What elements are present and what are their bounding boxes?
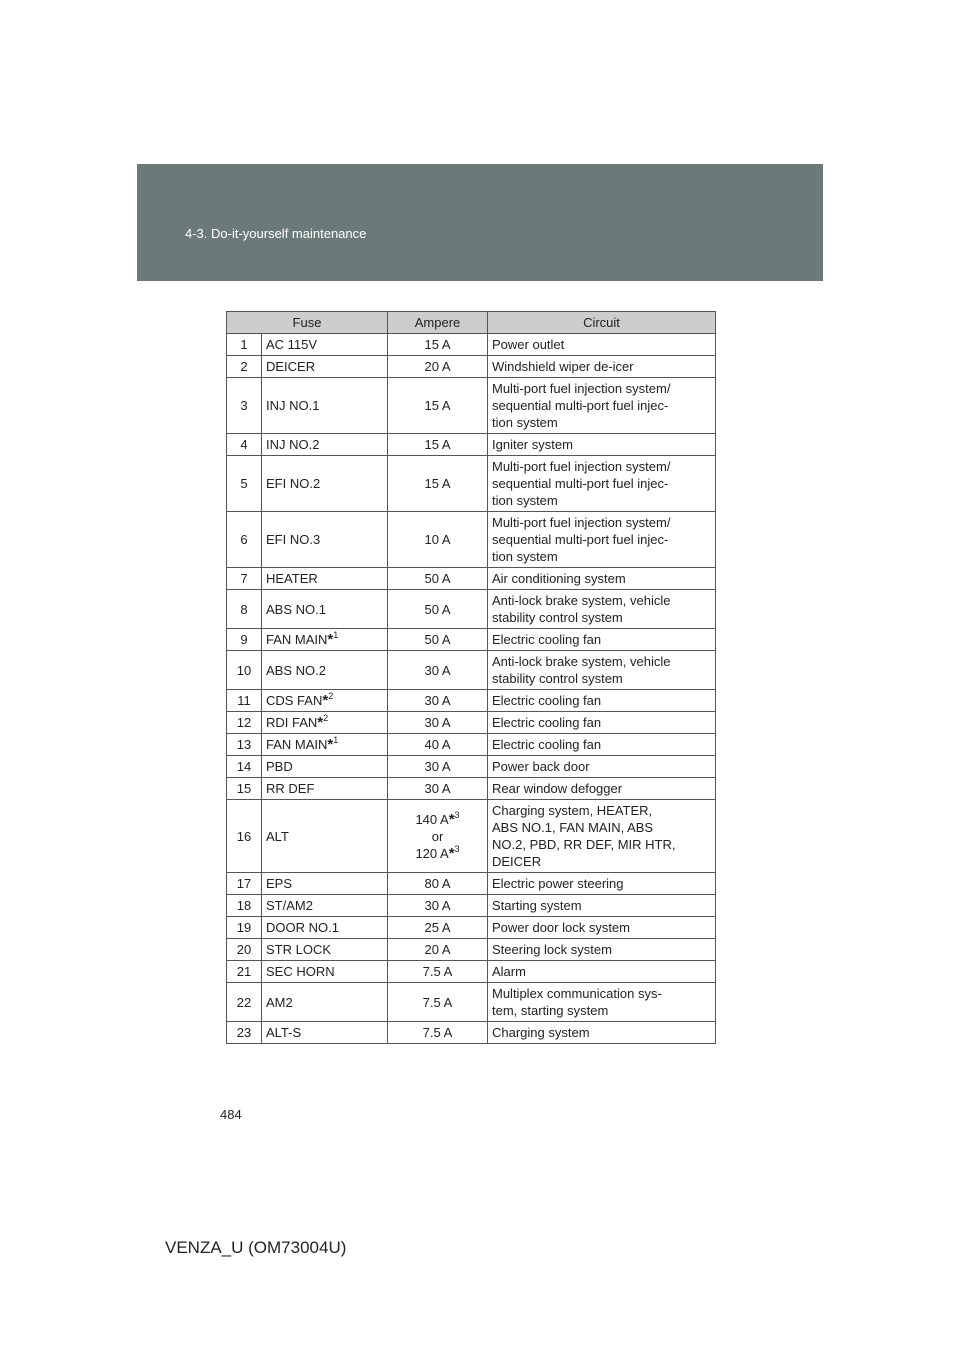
fuse-ampere: 30 A	[388, 651, 488, 690]
section-title: 4-3. Do-it-yourself maintenance	[185, 226, 367, 241]
fuse-ampere: 15 A	[388, 456, 488, 512]
footnote-number: 3	[454, 809, 460, 820]
table-row	[227, 961, 716, 983]
table-row	[227, 939, 716, 961]
fuse-number: 14	[227, 756, 262, 778]
page-number: 484	[220, 1107, 242, 1122]
fuse-ampere: 7.5 A	[388, 983, 488, 1022]
fuse-circuit: Electric power steering	[488, 873, 716, 895]
fuse-number: 22	[227, 983, 262, 1022]
fuse-circuit: Power door lock system	[488, 917, 716, 939]
fuse-name	[262, 800, 388, 873]
table-row	[227, 712, 716, 734]
table-row	[227, 590, 716, 629]
fuse-circuit: Multiplex communication sys- tem, starting system	[488, 983, 716, 1022]
table-row	[227, 873, 716, 895]
fuse-circuit: Igniter system	[488, 434, 716, 456]
table-row	[227, 895, 716, 917]
fuse-name	[262, 873, 388, 895]
table-row	[227, 356, 716, 378]
fuse-number: 4	[227, 434, 262, 456]
fuse-ampere: 80 A	[388, 873, 488, 895]
fuse-name-text: EPS	[266, 876, 293, 891]
fuse-circuit: Electric cooling fan	[488, 712, 716, 734]
table-row	[227, 690, 716, 712]
fuse-name	[262, 434, 388, 456]
fuse-name-text: INJ NO.1	[266, 398, 320, 413]
fuse-ampere: 50 A	[388, 629, 488, 651]
fuse-number: 7	[227, 568, 262, 590]
table-row	[227, 917, 716, 939]
fuse-name-text: HEATER	[266, 571, 318, 586]
fuse-name-text: ABS NO.1	[266, 601, 326, 617]
fuse-name-text: EFI NO.3	[266, 532, 321, 547]
table-row	[227, 568, 716, 590]
ampere-option	[392, 845, 483, 862]
table-row	[227, 734, 716, 756]
fuse-number: 8	[227, 590, 262, 629]
fuse-number: 10	[227, 651, 262, 690]
fuse-table-body	[227, 334, 716, 1044]
fuse-name-text: STR LOCK	[266, 942, 332, 957]
fuse-circuit: Air conditioning system	[488, 568, 716, 590]
table-row	[227, 629, 716, 651]
footnote-asterisk: *	[327, 736, 334, 753]
fuse-name-text: ALT	[266, 828, 289, 844]
fuse-circuit: Electric cooling fan	[488, 734, 716, 756]
fuse-name	[262, 895, 388, 917]
table-row	[227, 378, 716, 434]
fuse-name-text: ST/AM2	[266, 898, 313, 913]
footnote-asterisk: *	[448, 810, 455, 828]
fuse-number: 1	[227, 334, 262, 356]
fuse-number: 18	[227, 895, 262, 917]
fuse-circuit: Multi-port fuel injection system/ sequential multi-port fuel injec- tion system	[488, 378, 716, 434]
footnote-number: 2	[323, 713, 329, 723]
column-header-fuse: Fuse	[227, 312, 388, 334]
footnote-number: 1	[333, 735, 339, 745]
fuse-name	[262, 917, 388, 939]
footnote-asterisk: *	[322, 692, 329, 709]
fuse-name	[262, 512, 388, 568]
fuse-ampere: 15 A	[388, 378, 488, 434]
fuse-name-text: FAN MAIN	[266, 737, 328, 752]
fuse-table	[226, 311, 716, 1044]
fuse-name	[262, 756, 388, 778]
fuse-number: 17	[227, 873, 262, 895]
document-id: VENZA_U (OM73004U)	[165, 1238, 347, 1257]
fuse-ampere: 40 A	[388, 734, 488, 756]
fuse-circuit: Electric cooling fan	[488, 629, 716, 651]
fuse-ampere: 30 A	[388, 712, 488, 734]
fuse-name-text: ALT-S	[266, 1025, 302, 1040]
fuse-name-text: PBD	[266, 759, 293, 774]
fuse-ampere: 25 A	[388, 917, 488, 939]
fuse-circuit: Power outlet	[488, 334, 716, 356]
fuse-number: 20	[227, 939, 262, 961]
fuse-name	[262, 456, 388, 512]
fuse-number: 12	[227, 712, 262, 734]
fuse-name	[262, 378, 388, 434]
fuse-name	[262, 1022, 388, 1044]
fuse-number: 19	[227, 917, 262, 939]
fuse-number: 21	[227, 961, 262, 983]
fuse-name-text: AC 115V	[266, 337, 318, 352]
column-header-ampere: Ampere	[388, 312, 488, 334]
fuse-name-text: RDI FAN	[266, 715, 318, 730]
fuse-circuit: Anti-lock brake system, vehicle stability control system	[488, 651, 716, 690]
footnote-asterisk: *	[327, 631, 334, 648]
fuse-circuit: Multi-port fuel injection system/ sequential multi-port fuel injec- tion system	[488, 456, 716, 512]
fuse-name	[262, 778, 388, 800]
fuse-circuit: Multi-port fuel injection system/ sequential multi-port fuel injec- tion system	[488, 512, 716, 568]
fuse-name	[262, 690, 388, 712]
column-header-circuit: Circuit	[488, 312, 716, 334]
fuse-ampere: 10 A	[388, 512, 488, 568]
fuse-number: 15	[227, 778, 262, 800]
fuse-name	[262, 712, 388, 734]
fuse-name-text: CDS FAN	[266, 693, 323, 708]
fuse-name-text: EFI NO.2	[266, 476, 321, 491]
ampere-or: or	[431, 828, 444, 844]
table-row	[227, 800, 716, 873]
table-row	[227, 334, 716, 356]
ampere-value: 120 A	[415, 845, 449, 861]
fuse-name	[262, 734, 388, 756]
fuse-name	[262, 983, 388, 1022]
section-header-band	[137, 164, 823, 281]
table-row	[227, 512, 716, 568]
fuse-number: 13	[227, 734, 262, 756]
fuse-circuit: Charging system, HEATER, ABS NO.1, FAN MAIN, ABS NO.2, PBD, RR DEF, MIR HTR, DEICER	[488, 800, 716, 873]
fuse-number: 16	[227, 800, 262, 873]
fuse-name	[262, 939, 388, 961]
table-row	[227, 651, 716, 690]
fuse-ampere: 30 A	[388, 778, 488, 800]
fuse-ampere: 30 A	[388, 895, 488, 917]
fuse-name-text: RR DEF	[266, 781, 315, 796]
fuse-circuit: Charging system	[488, 1022, 716, 1044]
fuse-circuit: Rear window defogger	[488, 778, 716, 800]
fuse-ampere: 20 A	[388, 356, 488, 378]
fuse-name	[262, 961, 388, 983]
fuse-circuit: Electric cooling fan	[488, 690, 716, 712]
fuse-name-text: FAN MAIN	[266, 632, 328, 647]
footnote-number: 1	[333, 630, 339, 640]
fuse-circuit: Steering lock system	[488, 939, 716, 961]
ampere-value: 140 A	[415, 811, 449, 827]
fuse-name-text: ABS NO.2	[266, 662, 326, 678]
fuse-name-text: DEICER	[266, 359, 316, 374]
fuse-ampere: 7.5 A	[388, 1022, 488, 1044]
fuse-ampere: 7.5 A	[388, 961, 488, 983]
footnote-number: 2	[328, 691, 334, 701]
fuse-number: 11	[227, 690, 262, 712]
fuse-ampere	[388, 800, 488, 873]
fuse-name-text: DOOR NO.1	[266, 920, 339, 935]
fuse-number: 6	[227, 512, 262, 568]
fuse-ampere: 30 A	[388, 690, 488, 712]
fuse-ampere: 15 A	[388, 434, 488, 456]
fuse-ampere: 20 A	[388, 939, 488, 961]
fuse-ampere: 15 A	[388, 334, 488, 356]
fuse-name	[262, 590, 388, 629]
fuse-ampere: 50 A	[388, 590, 488, 629]
table-row	[227, 756, 716, 778]
fuse-circuit: Power back door	[488, 756, 716, 778]
fuse-name-text: SEC HORN	[266, 964, 335, 979]
table-row	[227, 434, 716, 456]
fuse-name	[262, 629, 388, 651]
fuse-number: 3	[227, 378, 262, 434]
fuse-number: 5	[227, 456, 262, 512]
fuse-circuit: Alarm	[488, 961, 716, 983]
fuse-name	[262, 568, 388, 590]
fuse-ampere: 50 A	[388, 568, 488, 590]
table-row	[227, 1022, 716, 1044]
fuse-circuit: Anti-lock brake system, vehicle stability control system	[488, 590, 716, 629]
fuse-circuit: Windshield wiper de-icer	[488, 356, 716, 378]
ampere-option	[392, 811, 483, 828]
fuse-name-text: INJ NO.2	[266, 437, 320, 452]
footnote-asterisk: *	[448, 844, 455, 862]
fuse-name	[262, 651, 388, 690]
footnote-number: 3	[454, 843, 460, 854]
fuse-ampere: 30 A	[388, 756, 488, 778]
table-row	[227, 983, 716, 1022]
fuse-name	[262, 334, 388, 356]
fuse-circuit: Starting system	[488, 895, 716, 917]
table-row	[227, 456, 716, 512]
footnote-asterisk: *	[317, 714, 324, 731]
table-header-row	[227, 312, 716, 334]
fuse-number: 2	[227, 356, 262, 378]
fuse-name-text: AM2	[266, 994, 293, 1010]
fuse-number: 9	[227, 629, 262, 651]
fuse-number: 23	[227, 1022, 262, 1044]
fuse-name	[262, 356, 388, 378]
table-row	[227, 778, 716, 800]
